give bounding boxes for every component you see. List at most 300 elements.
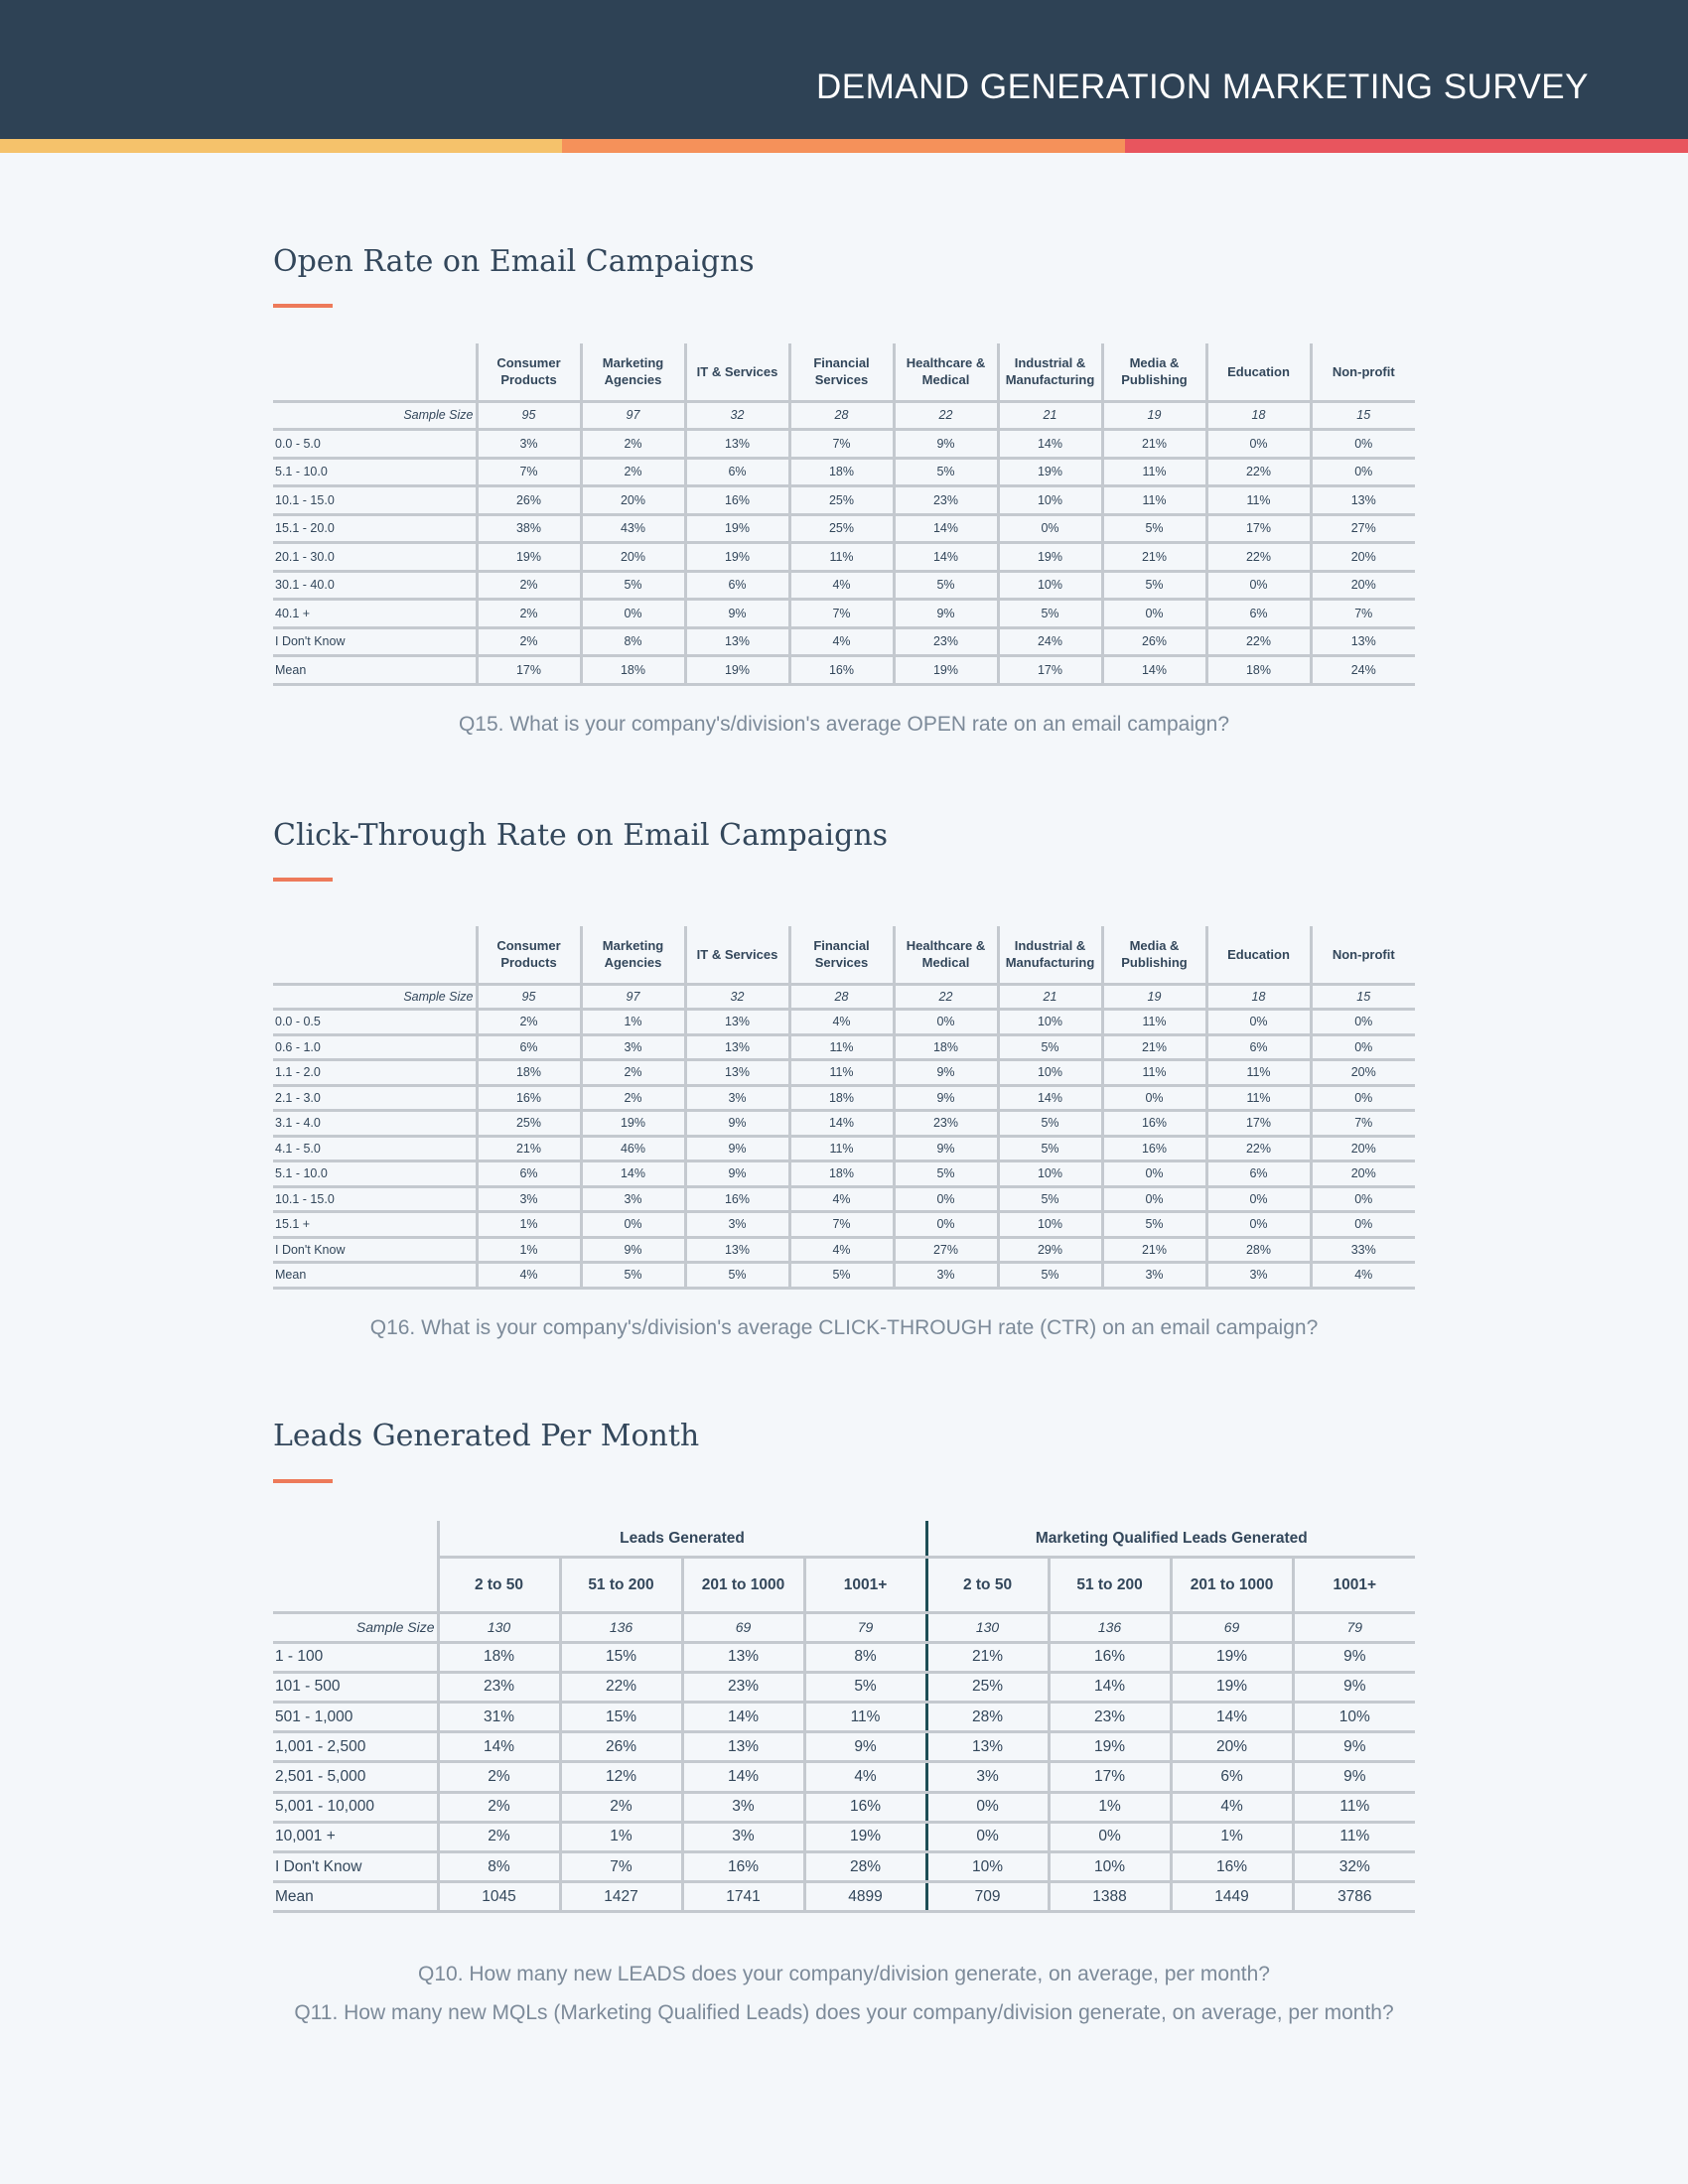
table-row	[273, 1212, 1415, 1238]
row-label: I Don't Know	[273, 1852, 438, 1882]
accent-stripe-red	[1125, 139, 1688, 153]
table-cell: 1%	[477, 1212, 581, 1238]
column-header: Media & Publishing	[1102, 343, 1206, 401]
table-cell: 19%	[477, 543, 581, 572]
table-cell: 10%	[998, 1010, 1102, 1035]
sample-size-row	[273, 401, 1415, 430]
column-header: Industrial & Manufacturing	[998, 343, 1102, 401]
table-cell: 11%	[1102, 1010, 1206, 1035]
table-row	[273, 1034, 1415, 1060]
sample-size-cell: 19	[1102, 984, 1206, 1010]
column-header: Education	[1206, 926, 1311, 984]
table-cell: 5%	[894, 1161, 998, 1187]
table-cell: 38%	[477, 514, 581, 543]
row-label: 1.1 - 2.0	[273, 1060, 477, 1086]
table-cell: 18%	[894, 1034, 998, 1060]
sample-size-cell: 22	[894, 984, 998, 1010]
table-cell: 8%	[804, 1642, 926, 1672]
sample-size-cell: 79	[804, 1612, 926, 1642]
sample-size-cell: 18	[1206, 401, 1311, 430]
row-label: 501 - 1,000	[273, 1703, 438, 1732]
table-cell: 17%	[1206, 514, 1311, 543]
leads-title-underline	[273, 1479, 333, 1483]
table-cell: 2%	[477, 600, 581, 628]
table-cell: 3%	[1206, 1263, 1311, 1289]
column-header: Financial Services	[789, 926, 894, 984]
mql-group-header: Marketing Qualified Leads Generated	[926, 1521, 1415, 1557]
table-cell: 0%	[926, 1822, 1049, 1851]
table-cell: 20%	[1311, 1060, 1415, 1086]
column-header: 51 to 200	[1049, 1557, 1171, 1612]
sample-size-cell: 79	[1293, 1612, 1415, 1642]
table-cell: 0%	[1206, 1212, 1311, 1238]
table-cell: 10%	[926, 1852, 1049, 1882]
table-cell: 11%	[1102, 486, 1206, 515]
table-cell: 24%	[998, 627, 1102, 656]
table-cell: 9%	[1293, 1762, 1415, 1792]
table-cell: 11%	[789, 1060, 894, 1086]
table-cell: 0%	[1311, 1085, 1415, 1111]
table-cell: 11%	[789, 1034, 894, 1060]
table-row	[273, 1186, 1415, 1212]
table-cell: 13%	[685, 1010, 789, 1035]
table-cell: 18%	[789, 458, 894, 486]
table-cell: 14%	[1102, 656, 1206, 685]
table-cell: 28%	[926, 1703, 1049, 1732]
table-cell: 5%	[998, 1263, 1102, 1289]
table-row	[273, 1852, 1415, 1882]
table-cell: 3786	[1293, 1882, 1415, 1912]
leads-body	[273, 1612, 1415, 1912]
table-cell: 6%	[477, 1161, 581, 1187]
table-cell: 17%	[477, 656, 581, 685]
table-cell: 9%	[1293, 1642, 1415, 1672]
table-cell: 5%	[894, 571, 998, 600]
table-cell: 14%	[438, 1732, 560, 1762]
table-cell: 1%	[1049, 1792, 1171, 1822]
row-label: 5,001 - 10,000	[273, 1792, 438, 1822]
table-cell: 9%	[894, 430, 998, 459]
table-cell: 9%	[894, 1060, 998, 1086]
sample-size-cell: 22	[894, 401, 998, 430]
table-row	[273, 1111, 1415, 1137]
open-rate-body	[273, 401, 1415, 684]
table-cell: 20%	[1311, 571, 1415, 600]
table-cell: 5%	[998, 1111, 1102, 1137]
table-cell: 11%	[1206, 1060, 1311, 1086]
table-cell: 9%	[894, 600, 998, 628]
table-cell: 19%	[581, 1111, 685, 1137]
table-cell: 13%	[685, 430, 789, 459]
table-cell: 14%	[894, 543, 998, 572]
row-label: 15.1 +	[273, 1212, 477, 1238]
table-cell: 1%	[560, 1822, 682, 1851]
leads-group-header: Leads Generated	[438, 1521, 926, 1557]
table-cell: 11%	[1293, 1792, 1415, 1822]
table-cell: 2%	[438, 1822, 560, 1851]
table-row	[273, 1161, 1415, 1187]
table-cell: 5%	[685, 1263, 789, 1289]
ctr-table	[273, 926, 1415, 1290]
table-cell: 14%	[581, 1161, 685, 1187]
sample-size-cell: 136	[1049, 1612, 1171, 1642]
table-cell: 9%	[685, 1161, 789, 1187]
row-label: 5.1 - 10.0	[273, 458, 477, 486]
table-cell: 5%	[1102, 514, 1206, 543]
row-label: Mean	[273, 1263, 477, 1289]
table-cell: 26%	[560, 1732, 682, 1762]
table-cell: 18%	[581, 656, 685, 685]
column-header: 2 to 50	[438, 1557, 560, 1612]
table-cell: 16%	[804, 1792, 926, 1822]
sample-size-cell: 15	[1311, 984, 1415, 1010]
table-cell: 2%	[438, 1792, 560, 1822]
table-cell: 7%	[1311, 600, 1415, 628]
table-cell: 10%	[998, 1161, 1102, 1187]
table-cell: 17%	[1206, 1111, 1311, 1137]
table-cell: 11%	[804, 1703, 926, 1732]
table-cell: 20%	[581, 486, 685, 515]
table-cell: 6%	[1171, 1762, 1293, 1792]
table-cell: 0%	[1206, 430, 1311, 459]
table-cell: 7%	[560, 1852, 682, 1882]
table-cell: 23%	[1049, 1703, 1171, 1732]
table-cell: 21%	[1102, 543, 1206, 572]
table-cell: 4899	[804, 1882, 926, 1912]
column-header: IT & Services	[685, 343, 789, 401]
sample-size-cell: 130	[926, 1612, 1049, 1642]
table-cell: 23%	[894, 486, 998, 515]
table-cell: 0%	[1206, 571, 1311, 600]
column-header: Media & Publishing	[1102, 926, 1206, 984]
table-cell: 18%	[789, 1161, 894, 1187]
sample-size-label: Sample Size	[273, 401, 477, 430]
table-cell: 4%	[789, 1010, 894, 1035]
ctr-header-row	[273, 926, 1415, 984]
table-row	[273, 1732, 1415, 1762]
table-cell: 0%	[1102, 1186, 1206, 1212]
row-label: 2,501 - 5,000	[273, 1762, 438, 1792]
table-cell: 4%	[1171, 1792, 1293, 1822]
row-label: 10.1 - 15.0	[273, 486, 477, 515]
table-cell: 0%	[581, 1212, 685, 1238]
table-cell: 19%	[685, 543, 789, 572]
column-header: 201 to 1000	[1171, 1557, 1293, 1612]
table-cell: 11%	[1206, 486, 1311, 515]
table-cell: 21%	[477, 1136, 581, 1161]
table-cell: 3%	[581, 1186, 685, 1212]
table-cell: 9%	[804, 1732, 926, 1762]
table-cell: 10%	[998, 571, 1102, 600]
table-cell: 2%	[477, 571, 581, 600]
table-cell: 16%	[477, 1085, 581, 1111]
table-cell: 17%	[998, 656, 1102, 685]
table-row	[273, 486, 1415, 515]
table-cell: 13%	[685, 627, 789, 656]
table-cell: 5%	[789, 1263, 894, 1289]
row-label: 40.1 +	[273, 600, 477, 628]
table-cell: 25%	[789, 486, 894, 515]
table-row	[273, 514, 1415, 543]
table-cell: 15%	[560, 1642, 682, 1672]
table-cell: 5%	[1102, 571, 1206, 600]
table-cell: 22%	[1206, 1136, 1311, 1161]
table-cell: 9%	[1293, 1672, 1415, 1702]
table-cell: 22%	[560, 1672, 682, 1702]
table-cell: 0%	[1311, 1212, 1415, 1238]
table-cell: 10%	[1049, 1852, 1171, 1882]
table-cell: 10%	[998, 1212, 1102, 1238]
table-cell: 3%	[685, 1085, 789, 1111]
table-row	[273, 1672, 1415, 1702]
leads-column-header-row	[273, 1557, 1415, 1612]
table-cell: 16%	[1049, 1642, 1171, 1672]
row-label: 5.1 - 10.0	[273, 1161, 477, 1187]
table-cell: 5%	[581, 571, 685, 600]
table-cell: 6%	[685, 458, 789, 486]
table-cell: 3%	[682, 1822, 804, 1851]
table-cell: 6%	[685, 571, 789, 600]
ctr-title-underline	[273, 878, 333, 882]
table-cell: 0%	[1311, 458, 1415, 486]
table-cell: 21%	[1102, 1237, 1206, 1263]
table-cell: 16%	[682, 1852, 804, 1882]
table-cell: 11%	[1102, 1060, 1206, 1086]
table-cell: 18%	[789, 1085, 894, 1111]
table-cell: 13%	[926, 1732, 1049, 1762]
table-cell: 2%	[560, 1792, 682, 1822]
table-row	[273, 1822, 1415, 1851]
sample-size-label: Sample Size	[273, 1612, 438, 1642]
accent-stripe-yellow	[0, 139, 562, 153]
column-header: Marketing Agencies	[581, 926, 685, 984]
table-cell: 16%	[1102, 1136, 1206, 1161]
table-cell: 0%	[1311, 1034, 1415, 1060]
row-label: 1,001 - 2,500	[273, 1732, 438, 1762]
table-cell: 19%	[685, 656, 789, 685]
table-cell: 14%	[682, 1762, 804, 1792]
sample-size-cell: 130	[438, 1612, 560, 1642]
table-cell: 17%	[1049, 1762, 1171, 1792]
table-cell: 14%	[894, 514, 998, 543]
table-cell: 14%	[682, 1703, 804, 1732]
table-cell: 2%	[581, 430, 685, 459]
table-cell: 6%	[1206, 1161, 1311, 1187]
table-cell: 16%	[1171, 1852, 1293, 1882]
table-cell: 19%	[1171, 1672, 1293, 1702]
table-cell: 1449	[1171, 1882, 1293, 1912]
table-cell: 0%	[1311, 430, 1415, 459]
sample-size-cell: 95	[477, 984, 581, 1010]
table-cell: 25%	[789, 514, 894, 543]
table-cell: 7%	[789, 600, 894, 628]
column-header: 201 to 1000	[682, 1557, 804, 1612]
leads-caption-q10: Q10. How many new LEADS does your company/division generate, on average, per month?	[418, 1963, 1270, 1985]
table-cell: 28%	[1206, 1237, 1311, 1263]
table-cell: 0%	[1311, 1186, 1415, 1212]
table-cell: 0%	[1102, 1161, 1206, 1187]
sample-size-cell: 95	[477, 401, 581, 430]
table-cell: 0%	[926, 1792, 1049, 1822]
table-cell: 4%	[789, 627, 894, 656]
table-cell: 13%	[685, 1237, 789, 1263]
table-cell: 7%	[789, 430, 894, 459]
ctr-body	[273, 984, 1415, 1288]
table-cell: 13%	[682, 1642, 804, 1672]
table-cell: 11%	[1102, 458, 1206, 486]
table-cell: 19%	[998, 458, 1102, 486]
table-cell: 19%	[1171, 1642, 1293, 1672]
open-rate-title: Open Rate on Email Campaigns	[273, 244, 755, 279]
table-cell: 20%	[1311, 1136, 1415, 1161]
ctr-corner-cell	[273, 926, 477, 984]
table-cell: 0%	[1102, 1085, 1206, 1111]
table-row	[273, 1237, 1415, 1263]
table-cell: 23%	[894, 627, 998, 656]
table-cell: 16%	[685, 1186, 789, 1212]
table-cell: 10%	[998, 486, 1102, 515]
table-cell: 5%	[804, 1672, 926, 1702]
table-cell: 11%	[1206, 1085, 1311, 1111]
table-row	[273, 1010, 1415, 1035]
table-cell: 13%	[685, 1060, 789, 1086]
table-cell: 5%	[998, 1186, 1102, 1212]
table-cell: 5%	[998, 600, 1102, 628]
table-cell: 23%	[438, 1672, 560, 1702]
table-cell: 0%	[894, 1212, 998, 1238]
row-label: 2.1 - 3.0	[273, 1085, 477, 1111]
table-cell: 3%	[894, 1263, 998, 1289]
table-cell: 2%	[477, 1010, 581, 1035]
table-cell: 0%	[1206, 1186, 1311, 1212]
table-cell: 7%	[789, 1212, 894, 1238]
table-row	[273, 571, 1415, 600]
table-cell: 18%	[477, 1060, 581, 1086]
table-cell: 13%	[1311, 486, 1415, 515]
table-row	[273, 627, 1415, 656]
table-row	[273, 1792, 1415, 1822]
table-cell: 43%	[581, 514, 685, 543]
table-cell: 9%	[894, 1085, 998, 1111]
leads-title: Leads Generated Per Month	[273, 1419, 700, 1453]
sample-size-cell: 97	[581, 984, 685, 1010]
table-cell: 1%	[581, 1010, 685, 1035]
table-cell: 2%	[438, 1762, 560, 1792]
table-cell: 19%	[804, 1822, 926, 1851]
header-title: DEMAND GENERATION MARKETING SURVEY	[815, 68, 1589, 106]
table-cell: 5%	[998, 1136, 1102, 1161]
column-header: Consumer Products	[477, 343, 581, 401]
leads-caption-q11: Q11. How many new MQLs (Marketing Qualified Leads) does your company/division generate, on average, per month?	[294, 2001, 1394, 2024]
table-cell: 1741	[682, 1882, 804, 1912]
table-cell: 9%	[685, 1136, 789, 1161]
table-cell: 6%	[1206, 600, 1311, 628]
leads-corner-cell	[273, 1521, 438, 1557]
table-cell: 15%	[560, 1703, 682, 1732]
open-rate-table	[273, 343, 1415, 686]
row-label: 1 - 100	[273, 1642, 438, 1672]
table-cell: 4%	[477, 1263, 581, 1289]
table-cell: 19%	[998, 543, 1102, 572]
row-label: 0.6 - 1.0	[273, 1034, 477, 1060]
sample-size-cell: 18	[1206, 984, 1311, 1010]
table-cell: 20%	[1171, 1732, 1293, 1762]
table-cell: 20%	[581, 543, 685, 572]
column-header: IT & Services	[685, 926, 789, 984]
table-cell: 20%	[1311, 1161, 1415, 1187]
column-header: Non-profit	[1311, 343, 1415, 401]
table-cell: 10%	[1293, 1703, 1415, 1732]
table-cell: 3%	[682, 1792, 804, 1822]
row-label: 10.1 - 15.0	[273, 1186, 477, 1212]
table-cell: 27%	[1311, 514, 1415, 543]
table-cell: 2%	[581, 458, 685, 486]
table-cell: 11%	[1293, 1822, 1415, 1851]
row-label: 10,001 +	[273, 1822, 438, 1851]
sample-size-cell: 32	[685, 984, 789, 1010]
table-row	[273, 656, 1415, 685]
column-header: Healthcare & Medical	[894, 343, 998, 401]
table-cell: 1%	[1171, 1822, 1293, 1851]
table-cell: 16%	[1102, 1111, 1206, 1137]
sample-size-cell: 136	[560, 1612, 682, 1642]
row-label: 15.1 - 20.0	[273, 514, 477, 543]
column-header: Healthcare & Medical	[894, 926, 998, 984]
column-header: Marketing Agencies	[581, 343, 685, 401]
row-label: 30.1 - 40.0	[273, 571, 477, 600]
table-cell: 4%	[789, 571, 894, 600]
table-cell: 27%	[894, 1237, 998, 1263]
sample-size-label: Sample Size	[273, 984, 477, 1010]
table-cell: 4%	[789, 1237, 894, 1263]
sample-size-cell: 28	[789, 984, 894, 1010]
table-cell: 3%	[1102, 1263, 1206, 1289]
table-cell: 3%	[581, 1034, 685, 1060]
table-cell: 46%	[581, 1136, 685, 1161]
table-cell: 2%	[581, 1085, 685, 1111]
column-header: 51 to 200	[560, 1557, 682, 1612]
table-cell: 28%	[804, 1852, 926, 1882]
table-cell: 19%	[894, 656, 998, 685]
table-cell: 0%	[894, 1010, 998, 1035]
table-cell: 14%	[998, 430, 1102, 459]
table-cell: 5%	[894, 458, 998, 486]
sample-size-row	[273, 984, 1415, 1010]
table-row	[273, 1642, 1415, 1672]
table-cell: 4%	[789, 1186, 894, 1212]
row-label: 101 - 500	[273, 1672, 438, 1702]
table-cell: 14%	[998, 1085, 1102, 1111]
table-cell: 6%	[1206, 1034, 1311, 1060]
column-header: Financial Services	[789, 343, 894, 401]
table-cell: 11%	[789, 1136, 894, 1161]
sample-size-cell: 28	[789, 401, 894, 430]
table-cell: 7%	[1311, 1111, 1415, 1137]
sample-size-cell: 69	[1171, 1612, 1293, 1642]
table-cell: 1427	[560, 1882, 682, 1912]
table-cell: 25%	[926, 1672, 1049, 1702]
table-cell: 16%	[789, 656, 894, 685]
table-cell: 14%	[789, 1111, 894, 1137]
table-cell: 9%	[1293, 1732, 1415, 1762]
table-cell: 31%	[438, 1703, 560, 1732]
table-cell: 5%	[998, 1034, 1102, 1060]
table-cell: 1388	[1049, 1882, 1171, 1912]
table-cell: 8%	[581, 627, 685, 656]
open_rate-corner-cell	[273, 343, 477, 401]
table-cell: 4%	[804, 1762, 926, 1792]
table-cell: 3%	[926, 1762, 1049, 1792]
